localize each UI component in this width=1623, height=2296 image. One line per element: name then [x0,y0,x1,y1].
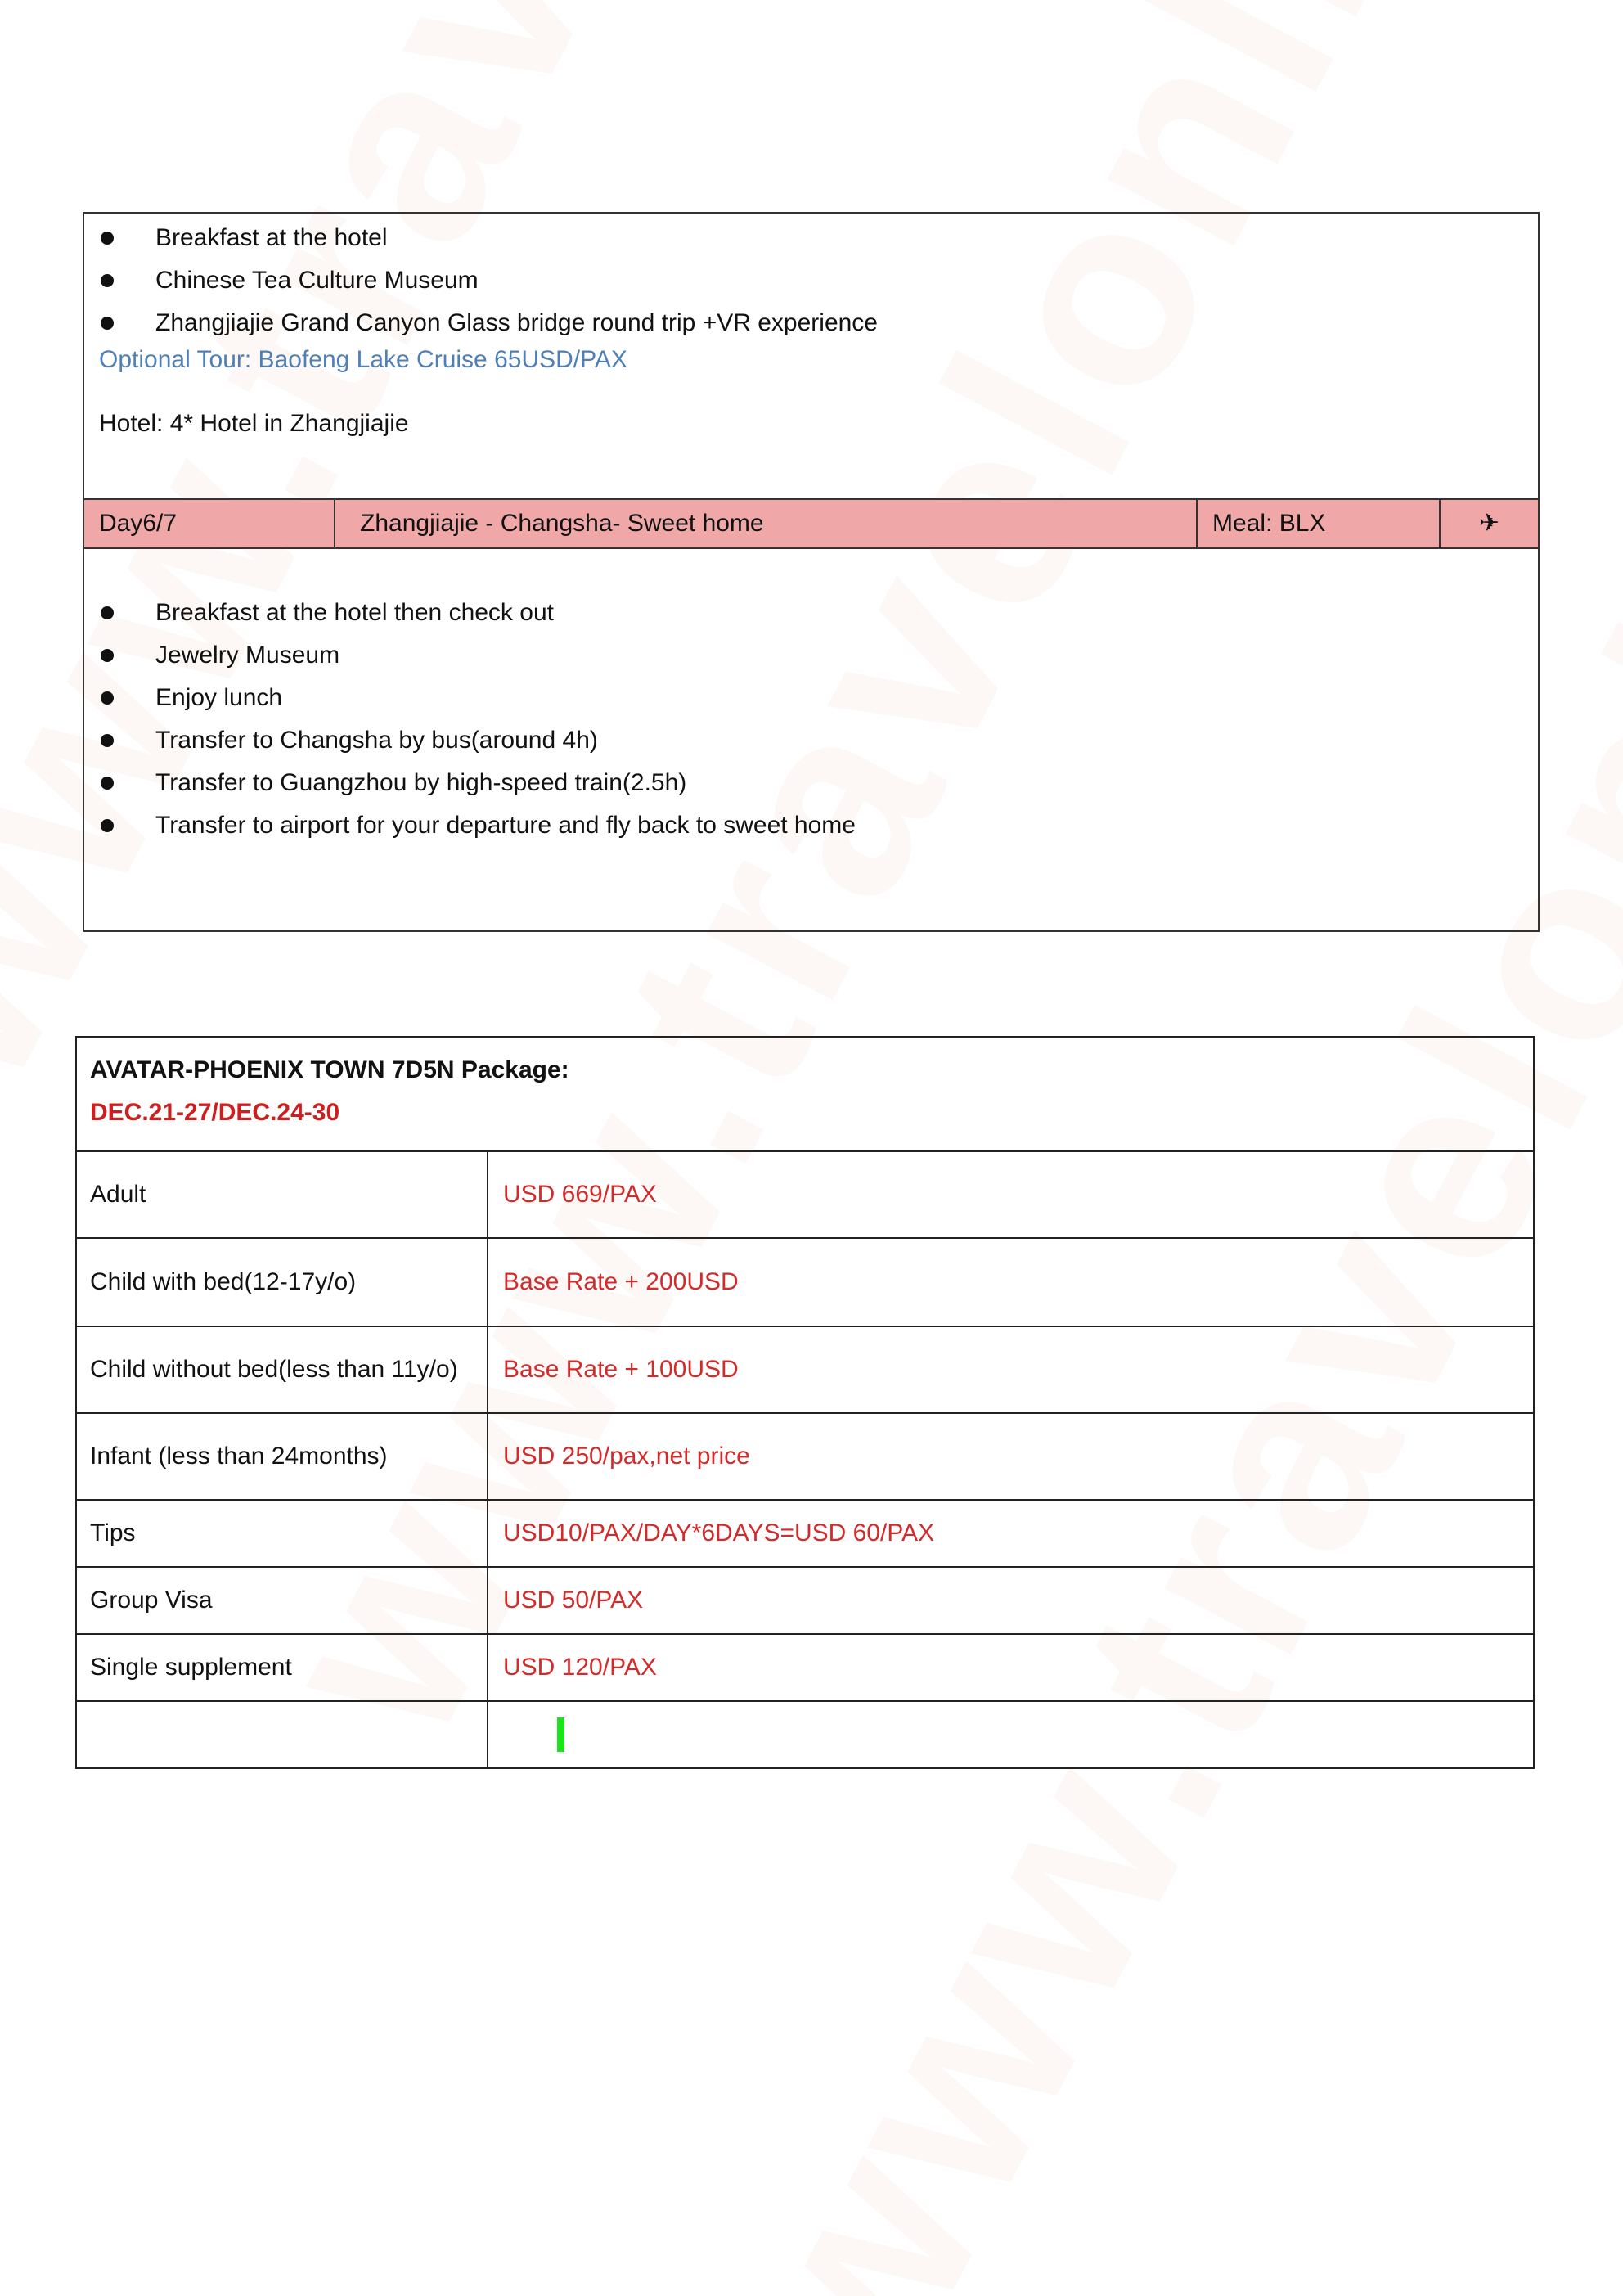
price-value: USD 120/PAX [488,1634,1534,1701]
package-header [76,1037,1534,1151]
package-price-table [75,1036,1535,1769]
price-value: Base Rate + 100USD [488,1326,1534,1413]
price-value: USD 50/PAX [488,1567,1534,1634]
list-item: Chinese Tea Culture Museum [84,259,1538,302]
day-meal: Meal: BLX [1198,500,1441,547]
table-row [76,1634,1534,1701]
price-label [76,1701,488,1768]
table-row [76,1413,1534,1500]
final-day-activities-list [84,592,1538,847]
list-item: Zhangjiajie Grand Canyon Glass bridge round trip +VR experience [84,302,1538,344]
price-value: USD10/PAX/DAY*6DAYS=USD 60/PAX [488,1500,1534,1567]
hotel-info: Hotel: 4* Hotel in Zhangjiajie [99,410,409,437]
airplane-icon: ✈ [1478,510,1500,537]
price-value: USD 250/pax,net price [488,1413,1534,1500]
list-item: Breakfast at the hotel [84,217,1538,259]
package-header-row [76,1037,1534,1151]
price-value: Base Rate + 200USD [488,1238,1534,1326]
list-item: Jewelry Museum [84,634,1538,677]
package-dates: DEC.21-27/DEC.24-30 [90,1099,340,1126]
text-cursor [557,1717,564,1752]
list-item: Transfer to Guangzhou by high-speed train(2.5h) [84,762,1538,804]
price-label: Infant (less than 24months) [76,1413,488,1500]
table-row [76,1326,1534,1413]
itinerary-box [83,212,1540,932]
price-label: Child with bed(12-17y/o) [76,1238,488,1326]
price-label: Child without bed(less than 11y/o) [76,1326,488,1413]
day-header-row [84,498,1538,549]
list-item: Enjoy lunch [84,677,1538,719]
table-row [76,1701,1534,1768]
table-row [76,1238,1534,1326]
table-row [76,1151,1534,1238]
package-title: AVATAR-PHOENIX TOWN 7D5N Package: [90,1056,569,1083]
price-value: USD 669/PAX [488,1151,1534,1238]
day-number: Day6/7 [84,500,335,547]
price-label: Single supplement [76,1634,488,1701]
day-route: Zhangjiajie - Changsha- Sweet home [335,500,1198,547]
table-row [76,1567,1534,1634]
day-activities-list [84,217,1538,344]
price-label: Adult [76,1151,488,1238]
list-item: Transfer to Changsha by bus(around 4h) [84,719,1538,762]
list-item: Breakfast at the hotel then check out [84,592,1538,634]
optional-tour: Optional Tour: Baofeng Lake Cruise 65USD/PAX [99,346,627,373]
price-label: Tips [76,1500,488,1567]
list-item: Transfer to airport for your departure and fly back to sweet home [84,804,1538,847]
price-value-editable[interactable] [488,1701,1534,1768]
price-label: Group Visa [76,1567,488,1634]
table-row [76,1500,1534,1567]
